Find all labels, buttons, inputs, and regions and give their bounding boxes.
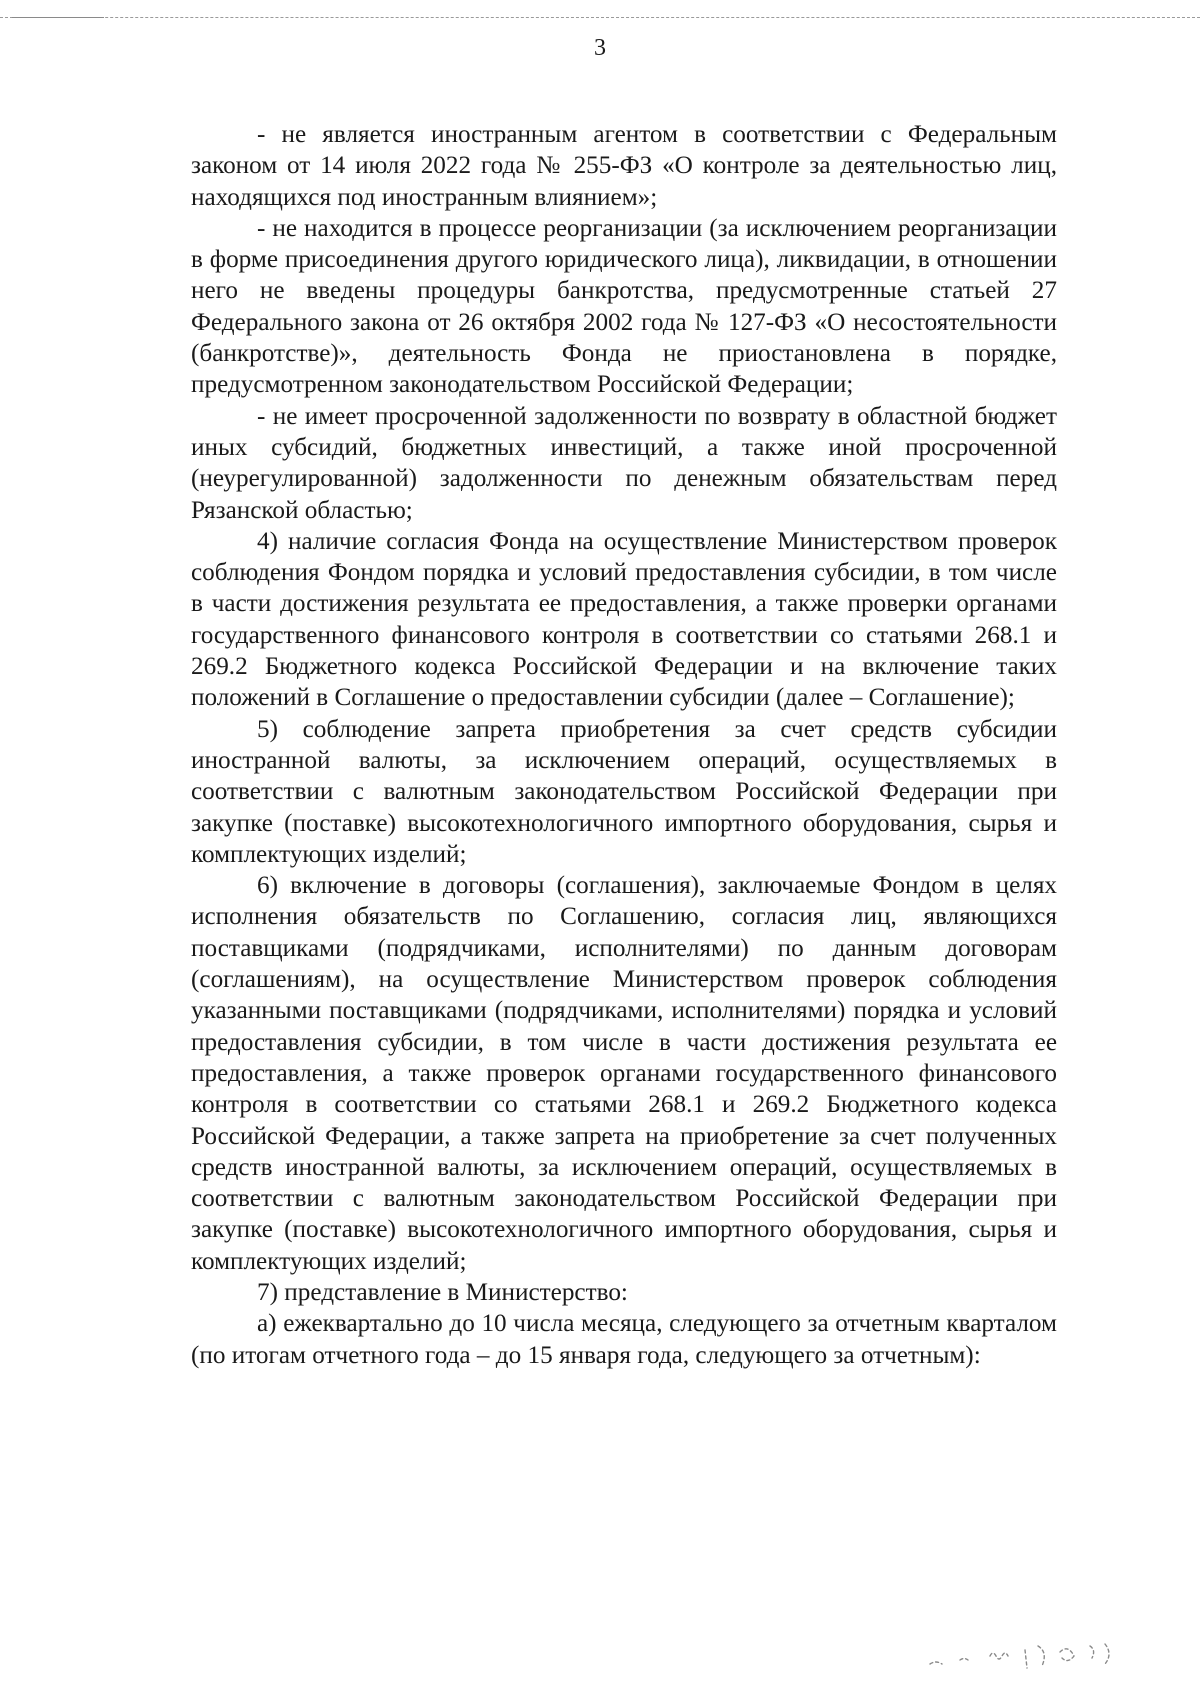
paragraph-not-foreign-agent: - не является иностранным агентом в соответствии с Федеральным законом от 14 июля 2022 года № 255-ФЗ «О контроле за деятельностью лиц, находящихся под иностранным влиянием»;: [191, 121, 1057, 211]
document-body: [191, 119, 1057, 1371]
paragraph-not-reorganizing: - не находится в процессе реорганизации (за исключением реорганизации в форме присоединения другого юридического лица), ликвидации, в отношении него не введены процедуры банкротства, предусмотренные статьей 27 Федерального закона от 26 октября 2002 года № 127-ФЗ «О несостоятельности (банкротстве)», деятельность Фонда не приостановлена в порядке, предусмотренном законодательством Российской Федерации;: [191, 214, 1057, 399]
scan-top-rule: [0, 17, 1200, 18]
paragraph-item-7: 7) представление в Министерство:: [257, 1278, 628, 1306]
paragraph-item-4: 4) наличие согласия Фонда на осуществление Министерством проверок соблюдения Фондом порядка и условий предоставления субсидии, в том числе в части достижения результата ее предоставления, а также проверки органами государственного финансового контроля в соответствии со статьями 268.1 и 269.2 Бюджетного кодекса Российской Федерации и на включение таких положений в Соглашение о предоставлении субсидии (далее – Соглашение);: [191, 527, 1057, 712]
paragraph-item-6: 6) включение в договоры (соглашения), заключаемые Фондом в целях исполнения обязательств по Соглашению, согласия лиц, являющихся поставщиками (подрядчиками, исполнителями) по данным договорам (соглашениям), на осуществление Министерством проверок соблюдения указанными поставщиками (подрядчиками, исполнителями) порядка и условий предоставления субсидии, в том числе в части достижения результата ее предоставления, а также проверок органами государственного финансового контроля в соответствии со статьями 268.1 и 269.2 Бюджетного кодекса Российской Федерации, а также запрета на приобретение за счет полученных средств иностранной валюты, за исключением операций, осуществляемых в соответствии с валютным законодательством Российской Федерации при закупке (поставке) высокотехнологичного импортного оборудования, сырья и комплектующих изделий;: [191, 872, 1057, 1275]
handwritten-mark: [920, 1616, 1140, 1676]
scan-top-rule-left: [12, 17, 104, 18]
paragraph-item-5: 5) соблюдение запрета приобретения за счет средств субсидии иностранной валюты, за исключением операций, осуществляемых в соответствии с валютным законодательством Российской Федерации при закупке (поставке) высокотехнологичного импортного оборудования, сырья и комплектующих изделий;: [191, 715, 1057, 868]
page-number: 3: [594, 35, 606, 61]
paragraph-item-7a: а) ежеквартально до 10 числа месяца, следующего за отчетным кварталом (по итогам отчетного года – до 15 января года, следующего за отчетным):: [191, 1310, 1057, 1369]
paragraph-no-overdue-debt: - не имеет просроченной задолженности по возврату в областной бюджет иных субсидий, бюджетных инвестиций, а также иной просроченной (неурегулированной) задолженности по денежным обязательствам перед Рязанской областью;: [191, 402, 1057, 524]
